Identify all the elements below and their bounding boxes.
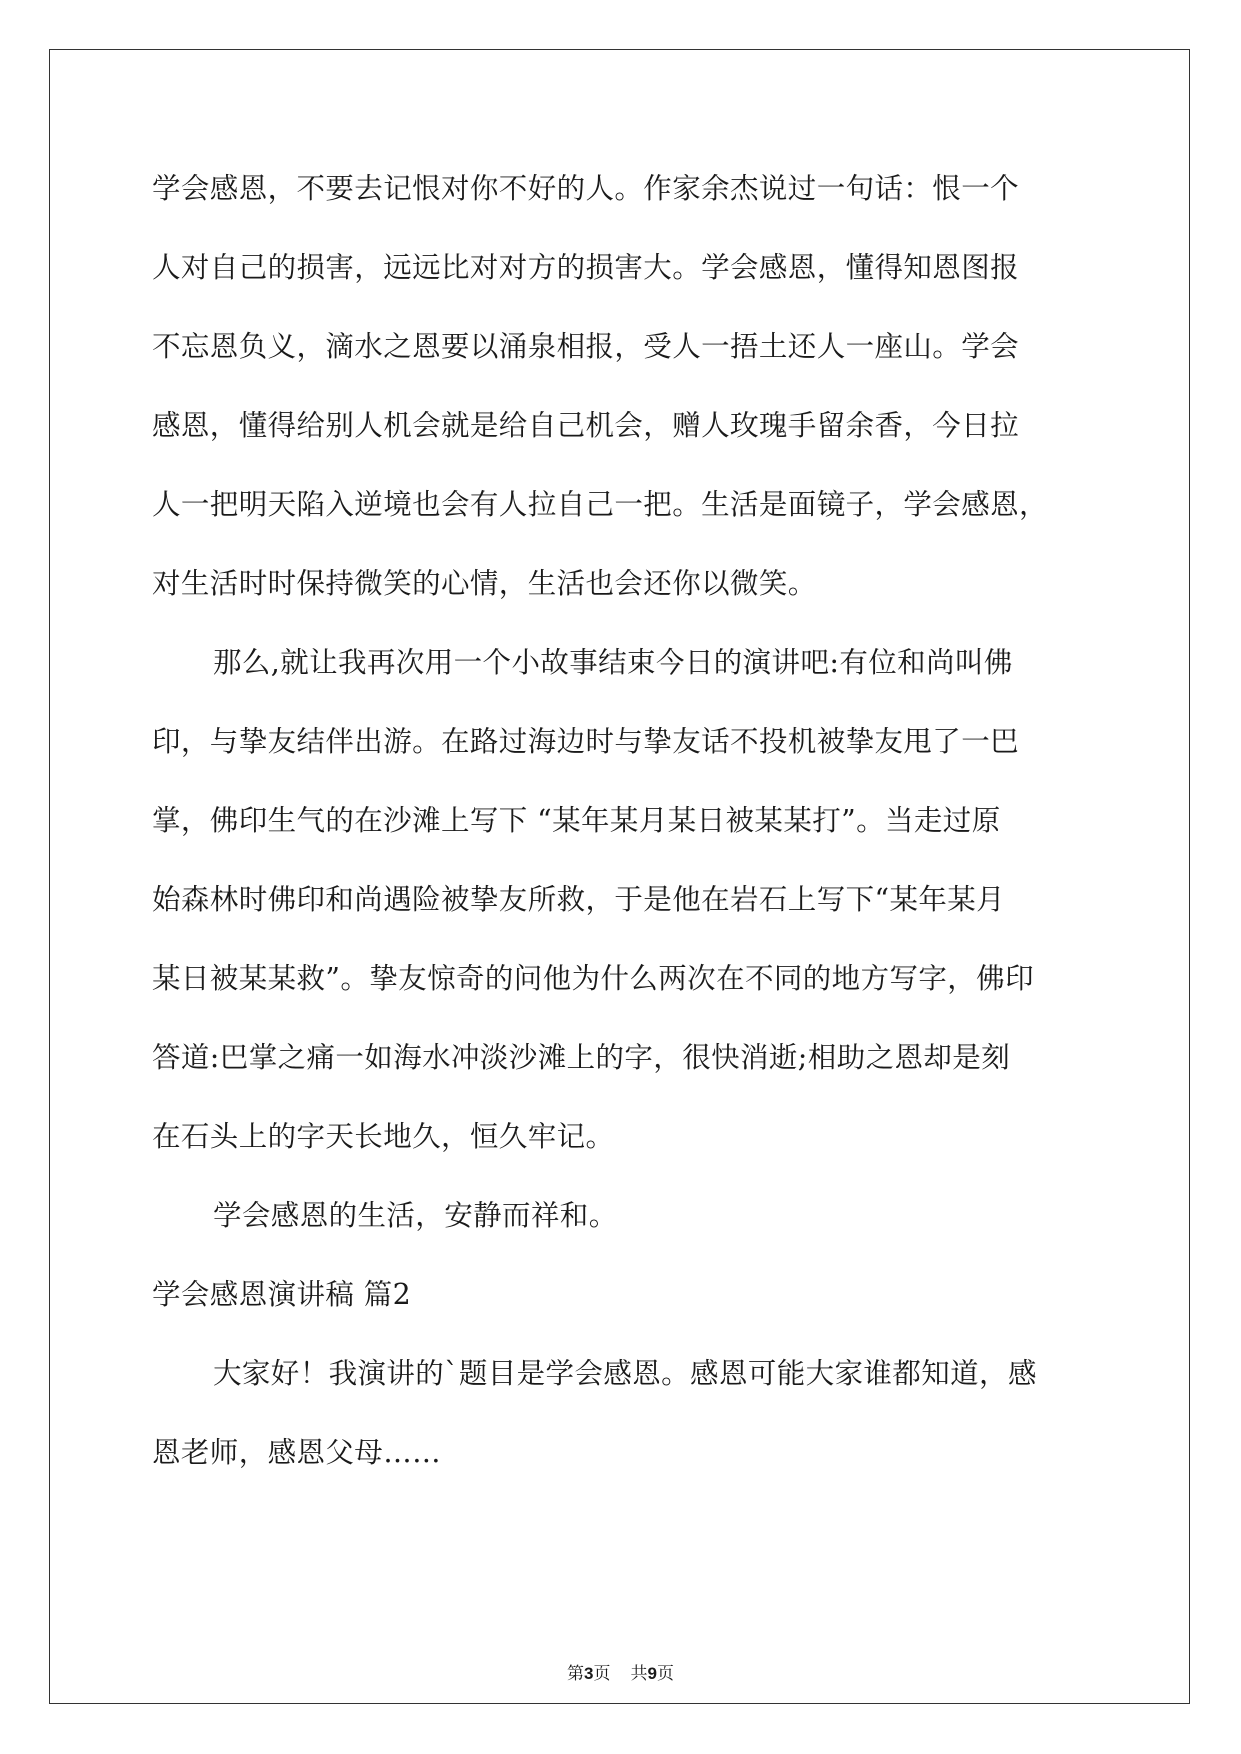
- text-line: 不忘恩负义，滴水之恩要以涌泉相报，受人一捂土还人一座山。学会: [152, 330, 1020, 363]
- paragraph-first-line: 大家好！我演讲的`题目是学会感恩。感恩可能大家谁都知道，感: [213, 1357, 1037, 1390]
- text-line: 感恩，懂得给别人机会就是给自己机会，赠人玫瑰手留余香，今日拉: [152, 409, 1020, 442]
- total-prefix: 共: [630, 1664, 648, 1684]
- total-page-count: 9: [647, 1664, 657, 1683]
- page-footer: [0, 1662, 1241, 1686]
- current-page-number: 3: [584, 1664, 594, 1683]
- text-line: 恩老师，感恩父母……: [152, 1436, 442, 1469]
- text-line: 答道:巴掌之痛一如海水冲淡沙滩上的字，很快消逝;相助之恩却是刻: [152, 1041, 1011, 1074]
- paragraph-first-line: 学会感恩的生活，安静而祥和。: [213, 1199, 618, 1232]
- text-line: 始森林时佛印和尚遇险被挚友所救，于是他在岩石上写下“某年某月: [152, 883, 1006, 916]
- total-unit: 页: [656, 1664, 674, 1684]
- page-prefix: 第: [567, 1664, 585, 1684]
- text-line: 对生活时时保持微笑的心情，生活也会还你以微笑。: [152, 567, 817, 600]
- text-line: 人一把明天陷入逆境也会有人拉自己一把。生活是面镜子，学会感恩，: [152, 488, 1048, 521]
- text-line: 在石头上的字天长地久，恒久牢记。: [152, 1120, 615, 1153]
- paragraph-first-line: 那么,就让我再次用一个小故事结束今日的演讲吧:有位和尚叫佛: [213, 646, 1013, 679]
- page-unit: 页: [593, 1664, 611, 1684]
- text-line: 印，与挚友结伴出游。在路过海边时与挚友话不投机被挚友甩了一巴: [152, 725, 1020, 758]
- text-line: 某日被某某救”。挚友惊奇的问他为什么两次在不同的地方写字，佛印: [152, 962, 1034, 995]
- section-heading: 学会感恩演讲稿 篇2: [152, 1278, 412, 1311]
- text-line: 学会感恩，不要去记恨对你不好的人。作家余杰说过一句话：恨一个: [152, 172, 1020, 205]
- text-line: 掌，佛印生气的在沙滩上写下 “某年某月某日被某某打”。当走过原: [152, 804, 1001, 837]
- text-line: 人对自己的损害，远远比对对方的损害大。学会感恩，懂得知恩图报: [152, 251, 1020, 284]
